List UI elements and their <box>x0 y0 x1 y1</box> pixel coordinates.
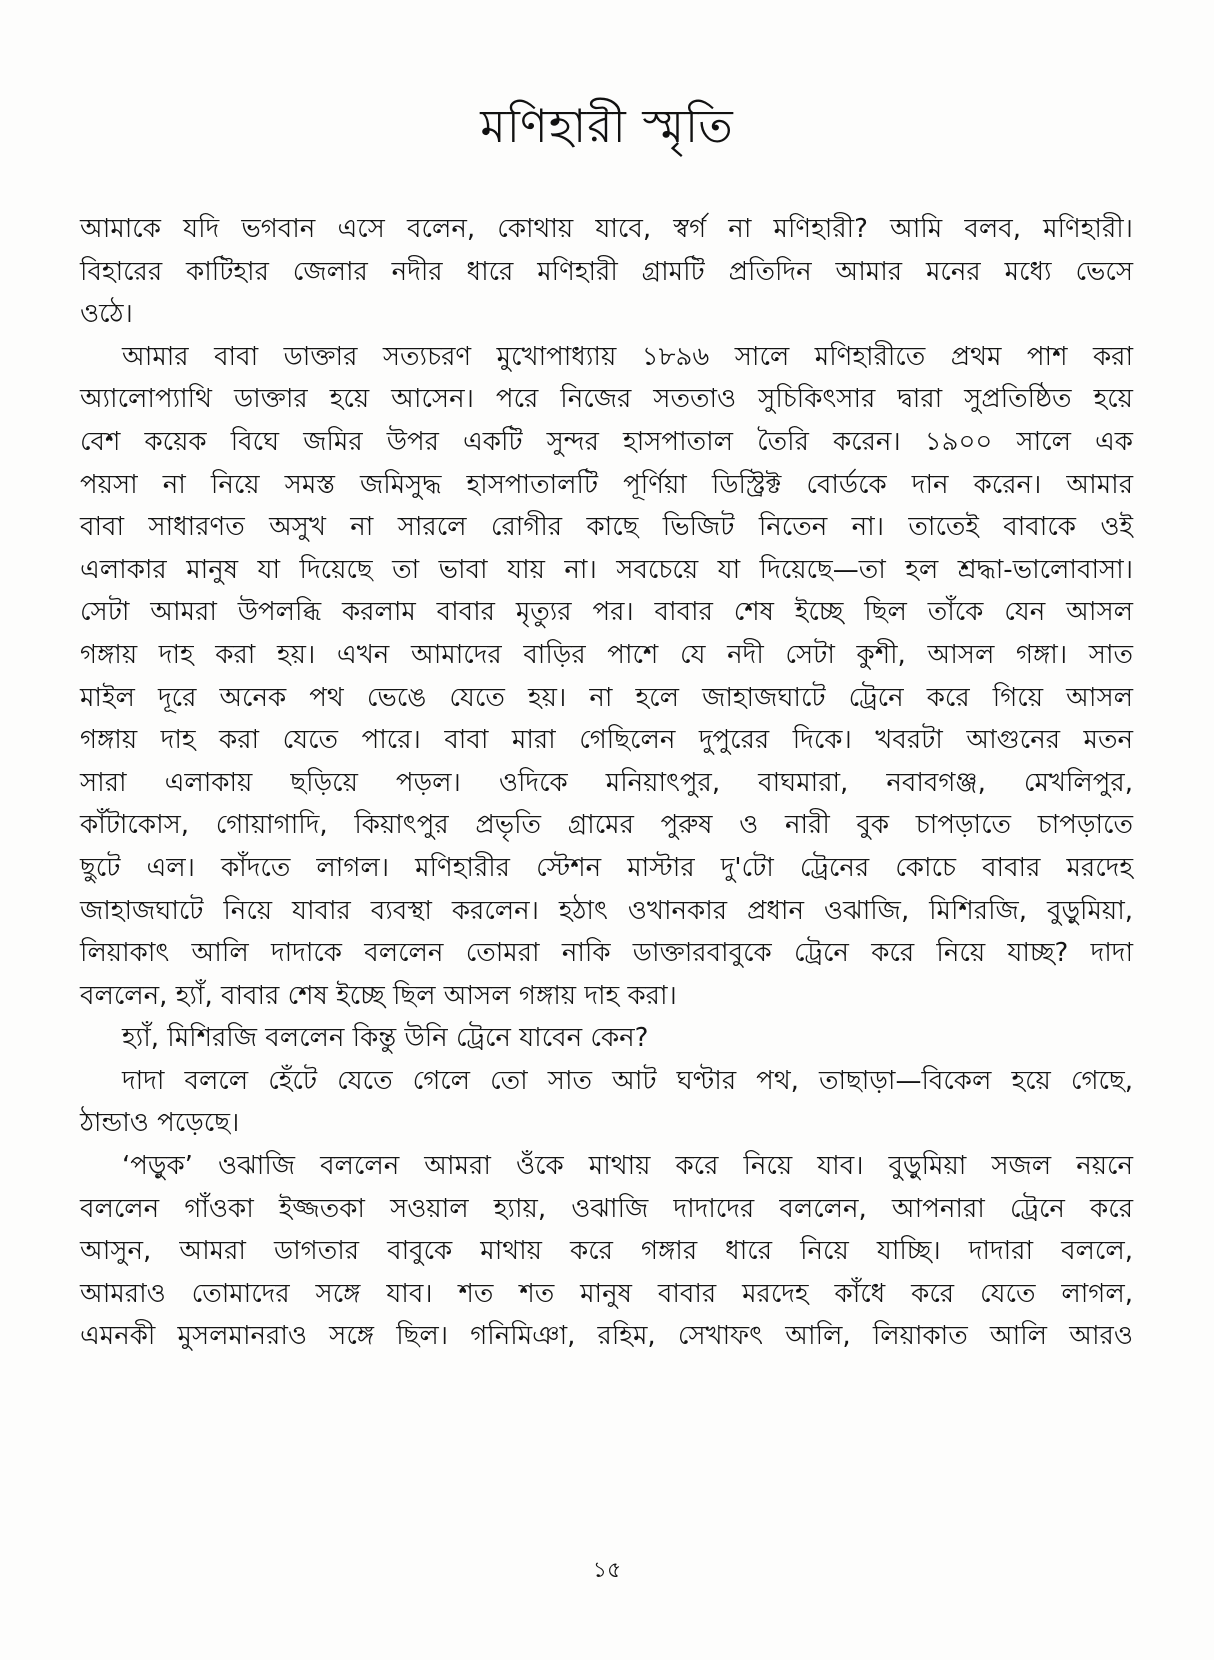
text-line: বললেন গাঁওকা ইজ্জতকা সওয়াল হ্যায়, ওঝাজি দাদাদের বললেন, আপনারা ট্রেনে করে <box>80 1193 1133 1224</box>
text-line: এমনকী মুসলমানরাও সঙ্গে ছিল। গনিমিঞা, রহিম, সেখাফৎ আলি, লিয়াকাত আলি আরও <box>80 1321 1133 1352</box>
text-line: পয়সা না নিয়ে সমস্ত জমিসুদ্ধ হাসপাতালটি পূর্ণিয়া ডিস্ট্রিক্ট বোর্ডকে দান করেন। আমার <box>80 469 1133 500</box>
text-line: লিয়াকাৎ আলি দাদাকে বললেন তোমরা নাকি ডাক্তারবাবুকে ট্রেনে করে নিয়ে যাচ্ছ? দাদা <box>80 938 1133 969</box>
text-line: বেশ কয়েক বিঘে জমির উপর একটি সুন্দর হাসপাতাল তৈরি করেন। ১৯০০ সালে এক <box>80 426 1133 457</box>
page-title: মণিহারী স্মৃতি <box>480 99 734 153</box>
text-line: আমাকে যদি ভগবান এসে বলেন, কোথায় যাবে, স্বর্গ না মণিহারী? আমি বলব, মণিহারী। <box>80 214 1133 244</box>
text-line: মাইল দূরে অনেক পথ ভেঙে যেতে হয়। না হলে জাহাজঘাটে ট্রেনে করে গিয়ে আসল <box>80 682 1133 713</box>
text-line: কাঁটাকোস, গোয়াগাদি, কিয়াৎপুর প্রভৃতি গ্রামের পুরুষ ও নারী বুক চাপড়াতে চাপড়াতে <box>80 810 1133 841</box>
text-line: অ্যালোপ্যাথি ডাক্তার হয়ে আসেন। পরে নিজের সততাও সুচিকিৎসার দ্বারা সুপ্রতিষ্ঠিত হয়ে <box>80 384 1133 415</box>
text-line: ঠান্ডাও পড়েছে। <box>80 1108 240 1139</box>
text-line: বিহারের কাটিহার জেলার নদীর ধারে মণিহারী গ্রামটি প্রতিদিন আমার মনের মধ্যে ভেসে <box>80 256 1133 287</box>
text-line: বাবা সাধারণত অসুখ না সারলে রোগীর কাছে ভিজিট নিতেন না। তাতেই বাবাকে ওই <box>80 512 1133 543</box>
text-line: ‘পড়ুক’ ওঝাজি বললেন আমরা ওঁকে মাথায় করে নিয়ে যাব। বুড়ুমিয়া সজল নয়নে <box>122 1151 1133 1182</box>
text-line: গঙ্গায় দাহ করা হয়। এখন আমাদের বাড়ির পাশে যে নদী সেটা কুশী, আসল গঙ্গা। সাত <box>80 639 1133 670</box>
text-line: জাহাজঘাটে নিয়ে যাবার ব্যবস্থা করলেন। হঠাৎ ওখানকার প্রধান ওঝাজি, মিশিরজি, বুড়ুমিয়া, <box>80 895 1133 926</box>
text-line: সেটা আমরা উপলব্ধি করলাম বাবার মৃত্যুর পর। বাবার শেষ ইচ্ছে ছিল তাঁকে যেন আসল <box>80 597 1133 628</box>
text-line: আমার বাবা ডাক্তার সত্যচরণ মুখোপাধ্যায় ১৮৯৬ সালে মণিহারীতে প্রথম পাশ করা <box>122 341 1133 372</box>
body-text <box>80 208 1133 1358</box>
text-line: গঙ্গায় দাহ করা যেতে পারে। বাবা মারা গেছিলেন দুপুরের দিকে। খবরটা আগুনের মতন <box>80 725 1133 756</box>
text-line: আমরাও তোমাদের সঙ্গে যাব। শত শত মানুষ বাবার মরদেহ কাঁধে করে যেতে লাগল, <box>80 1278 1133 1309</box>
text-line: এলাকার মানুষ যা দিয়েছে তা ভাবা যায় না। সবচেয়ে যা দিয়েছে—তা হল শ্রদ্ধা-ভালোবাসা। <box>80 554 1133 585</box>
text-line: আসুন, আমরা ডাগতার বাবুকে মাথায় করে গঙ্গার ধারে নিয়ে যাচ্ছি। দাদারা বললে, <box>80 1236 1133 1267</box>
text-line: বললেন, হ্যাঁ, বাবার শেষ ইচ্ছে ছিল আসল গঙ্গায় দাহ করা। <box>80 980 677 1011</box>
text-line: ওঠে। <box>80 299 133 330</box>
text-line: দাদা বললে হেঁটে যেতে গেলে তো সাত আট ঘণ্টার পথ, তাছাড়া—বিকেল হয়ে গেছে, <box>122 1065 1133 1096</box>
text-line: ছুটে এল। কাঁদতে লাগল। মণিহারীর স্টেশন মাস্টার দু'টো ট্রেনের কোচে বাবার মরদেহ <box>80 852 1133 883</box>
page-number: ১৫ <box>592 1558 622 1583</box>
text-line: হ্যাঁ, মিশিরজি বললেন কিন্তু উনি ট্রেনে যাবেন কেন? <box>122 1023 649 1054</box>
text-line: সারা এলাকায় ছড়িয়ে পড়ল। ওদিকে মনিয়াৎপুর, বাঘমারা, নবাবগঞ্জ, মেখলিপুর, <box>80 767 1133 798</box>
